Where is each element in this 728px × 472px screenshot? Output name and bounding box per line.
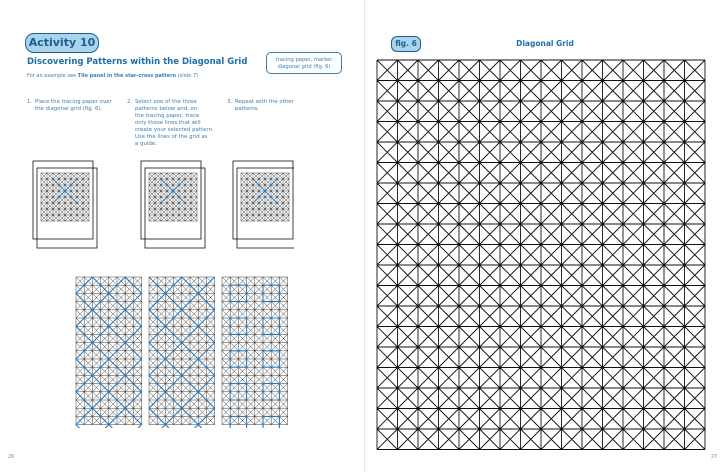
step-2 [127, 99, 214, 148]
step-2-line-1: Select one of the three [135, 99, 197, 105]
diagonal-grid-cells [377, 60, 705, 450]
step-3 [227, 99, 294, 113]
step-3-number: 3. [227, 99, 233, 105]
panel-grid [149, 277, 215, 425]
pattern-panel-3 [221, 276, 291, 428]
step-2-line-6: Use the lines of the grid as [135, 134, 208, 140]
activity-title: Discovering Patterns within the Diagonal Grid [27, 57, 248, 67]
small-grid [241, 173, 289, 221]
pattern-panel-1 [75, 276, 145, 428]
panel-grid-lines [149, 277, 215, 425]
tracing-illustration-2 [132, 160, 218, 252]
diagonal-grid-cells-lines [377, 60, 705, 450]
step-2-line-7: a guide. [135, 141, 157, 147]
step-2-line-3: the tracing paper, trace [135, 113, 200, 119]
step-3-line-2: patterns. [235, 106, 260, 112]
example-suffix: (slide 7) [176, 73, 199, 79]
step-1-line-2: the diagonal grid (fig. 6). [35, 106, 103, 112]
small-grid [149, 173, 197, 221]
figure-label: fig. 6 [391, 36, 421, 52]
pattern-panel-2 [148, 276, 218, 428]
step-2-line-4: only those lines that will [135, 120, 201, 126]
materials-line-2: diagonal grid (fig. 6) [277, 64, 331, 70]
example-reference [27, 73, 198, 79]
materials-box [266, 52, 342, 74]
step-2-line-5: create your selected pattern. [135, 127, 214, 133]
step-2-line-2: patterns below and, on [135, 106, 198, 112]
step-1-line-1: Place the tracing paper over [35, 99, 112, 105]
page-number-left: 26 [8, 454, 15, 460]
step-1-number: 1. [27, 99, 33, 105]
back-sheet [33, 161, 93, 239]
back-sheet [141, 161, 201, 239]
small-grid-lines [41, 173, 89, 221]
example-prefix: For an example see [27, 73, 78, 79]
example-bold: Tile panel in the star-cross pattern [77, 73, 177, 79]
tracing-illustration-3 [232, 160, 294, 252]
diagonal-grid-figure [376, 59, 707, 451]
page-gutter [364, 0, 365, 472]
panel-grid-lines [76, 277, 142, 425]
small-grid-lines [241, 173, 289, 221]
materials-line-1: tracing paper, marker [275, 57, 333, 63]
back-sheet [233, 161, 293, 239]
step-2-number: 2. [127, 99, 133, 105]
tracing-illustration-1 [32, 160, 106, 252]
panel-grid [76, 277, 142, 425]
page-number-right: 27 [711, 454, 718, 460]
step-1 [27, 99, 112, 113]
figure-title: Diagonal Grid [516, 39, 574, 48]
small-grid-lines [149, 173, 197, 221]
activity-label: Activity 10 [25, 33, 99, 53]
small-grid [41, 173, 89, 221]
step-3-line-1: Repeat with the other [235, 99, 294, 105]
